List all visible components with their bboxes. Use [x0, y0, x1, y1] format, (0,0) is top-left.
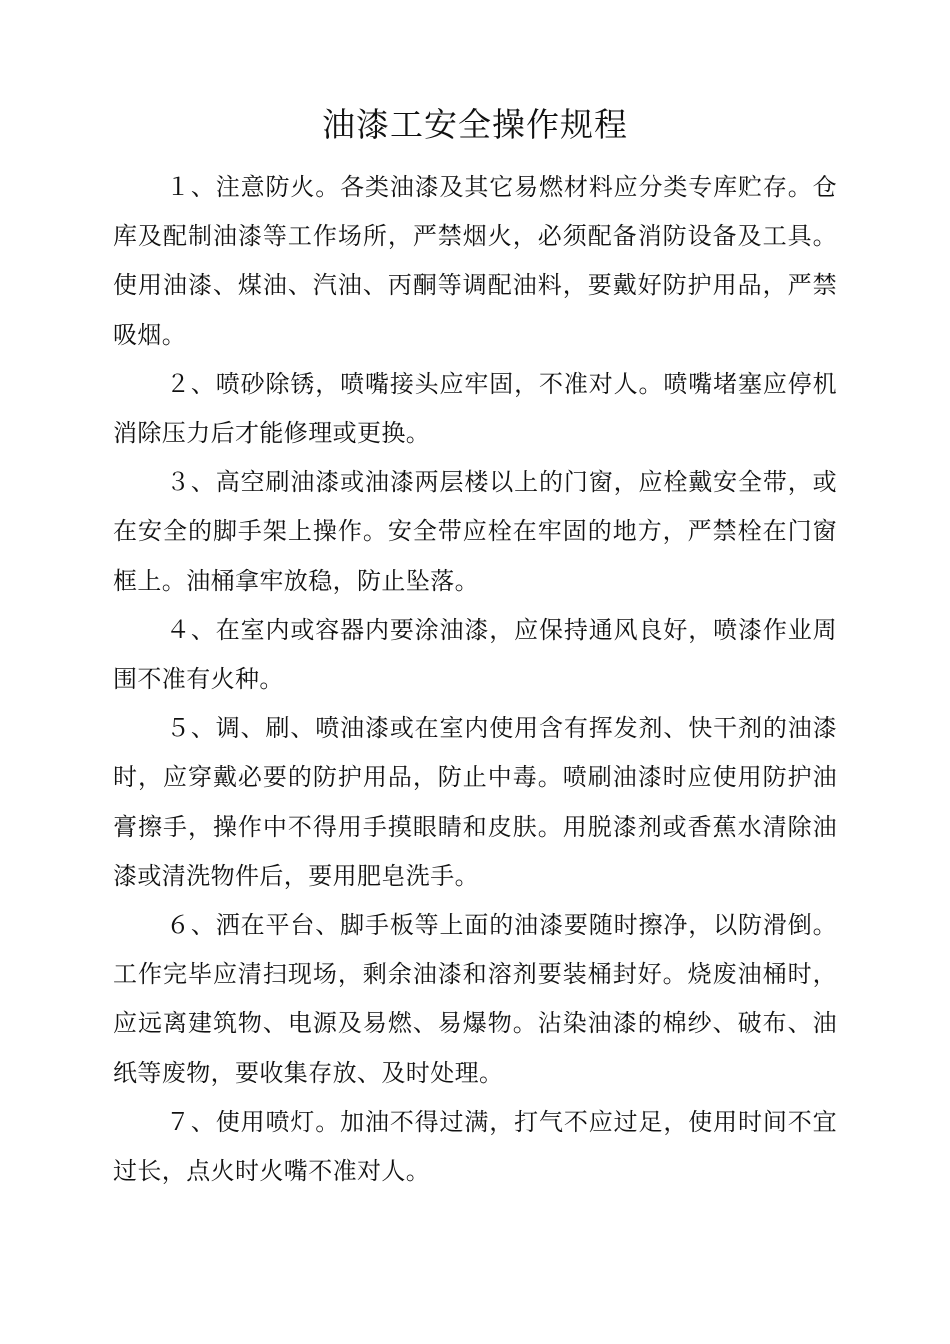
paragraph-3: ３、高空刷油漆或油漆两层楼以上的门窗，应栓戴安全带，或在安全的脚手架上操作。安全带应栓在牢固的地方，严禁栓在门窗框上。油桶拿牢放稳，防止坠落。 — [113, 468, 837, 595]
document-title: 油漆工安全操作规程 — [322, 105, 628, 144]
paragraph-4: ４、在室内或容器内要涂油漆，应保持通风良好，喷漆作业周围不准有火种。 — [113, 615, 837, 694]
paragraph-6: ６、洒在平台、脚手板等上面的油漆要随时擦净，以防滑倒。工作完毕应清扫现场，剩余油漆和溶剂要装桶封好。烧废油桶时，应远离建筑物、电源及易燃、易爆物。沾染油漆的棉纱、破布、油纸等废物，要收集存放、及时处理。 — [113, 911, 837, 1087]
paragraph-2: ２、喷砂除锈，喷嘴接头应牢固，不准对人。喷嘴堵塞应停机消除压力后才能修理或更换。 — [113, 369, 837, 448]
paragraph-5: ５、调、刷、喷油漆或在室内使用含有挥发剂、快干剂的油漆时，应穿戴必要的防护用品，防止中毒。喷刷油漆时应使用防护油膏擦手，操作中不得用手摸眼睛和皮肤。用脱漆剂或香蕉水清除油漆或清洗物件后，要用肥皂洗手。 — [113, 714, 837, 890]
paragraph-1: １、注意防火。各类油漆及其它易燃材料应分类专库贮存。仓库及配制油漆等工作场所，严禁烟火，必须配备消防设备及工具。使用油漆、煤油、汽油、丙酮等调配油料，要戴好防护用品，严禁吸烟。 — [113, 173, 837, 349]
document-body — [113, 163, 837, 1196]
paragraph-7: ７、使用喷灯。加油不得过满，打气不应过足，使用时间不宜过长，点火时火嘴不准对人。 — [113, 1107, 837, 1186]
